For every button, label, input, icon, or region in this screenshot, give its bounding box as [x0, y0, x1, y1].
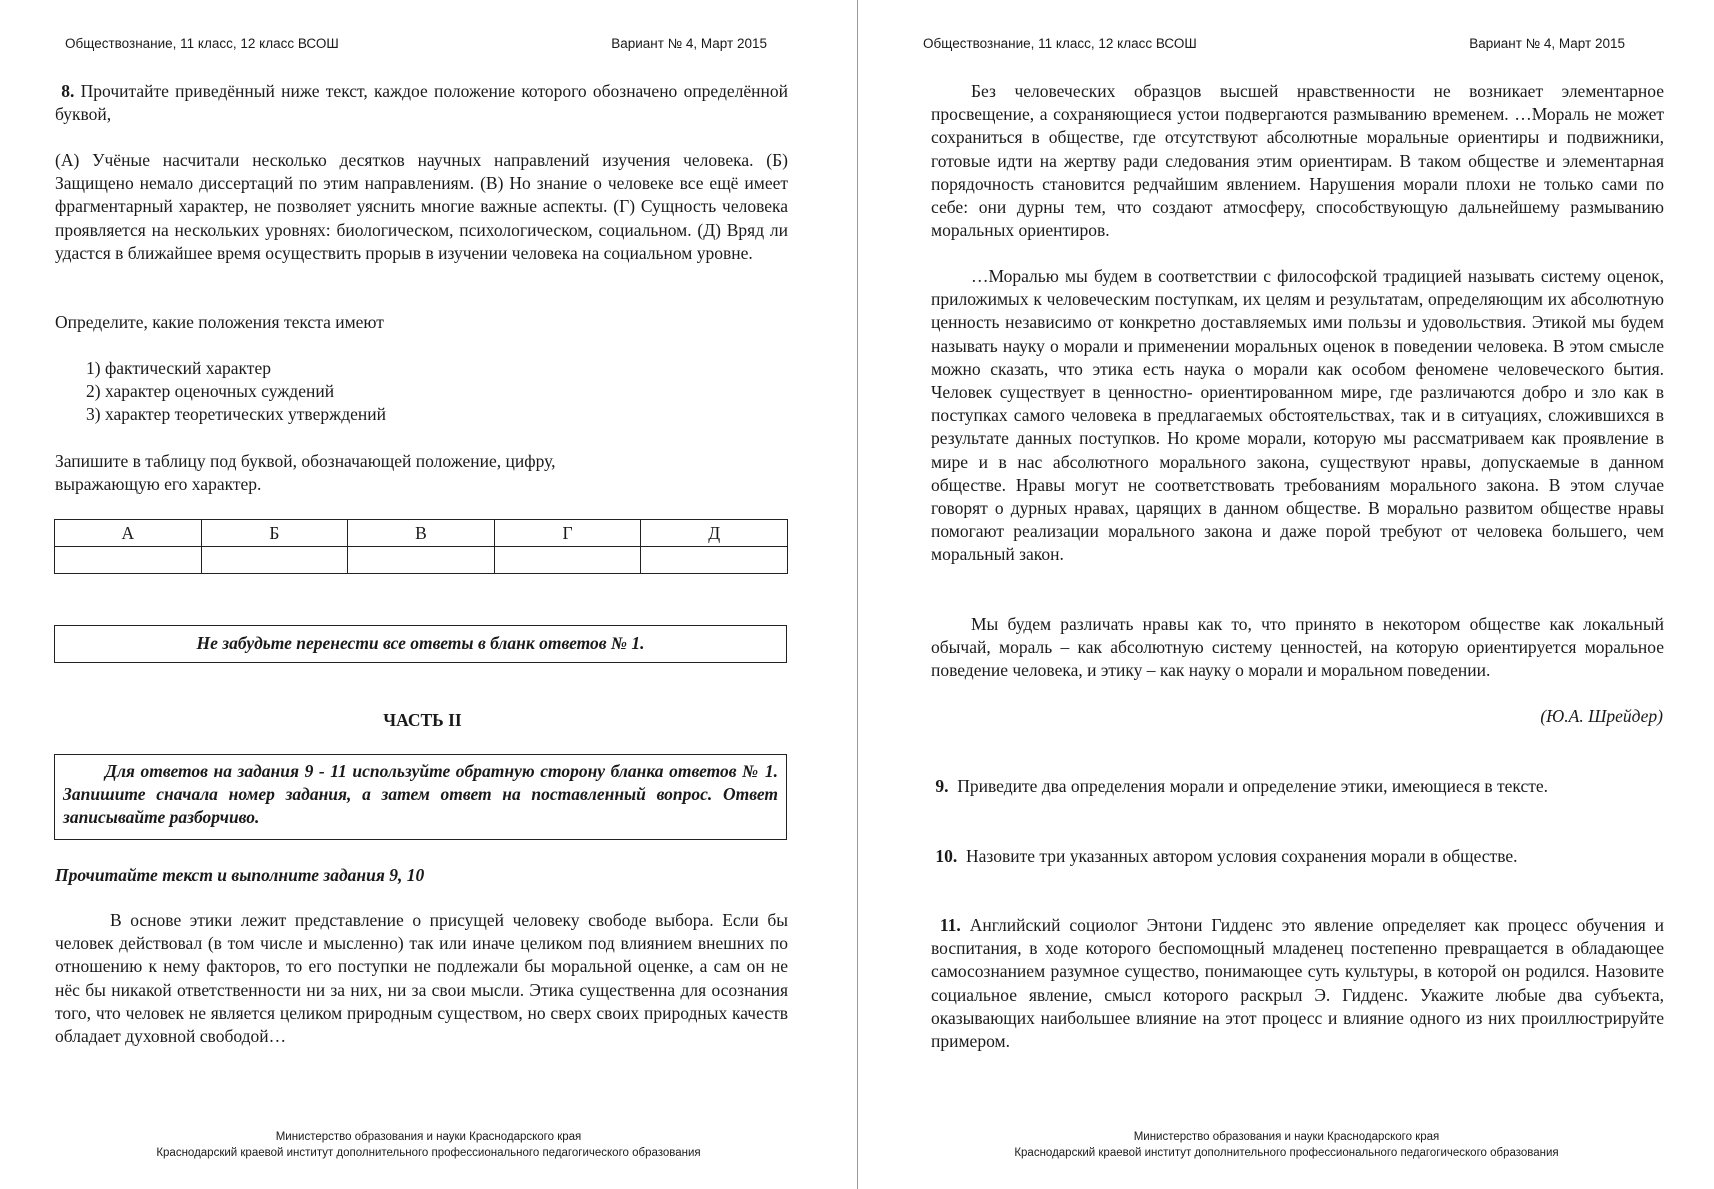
question-9: [931, 775, 1664, 798]
option-3: 3) характер теоретических утверждений: [86, 404, 386, 425]
text-paragraph-2: …Моралью мы будем в соответствии с философской традицией называть систему оценок, приложимых к человеческим поступкам, их целям и результатам, определяющим их абсолютную ценность независимо от конкретно доставляемых ими пользы и удовольствия. Этикой мы будем называть науку о морали и применении моральных оценок в поведении человека. В этом смысле можно сказать, что этика есть наука о морали как особом феномене человеческого бытия. Человек существует в ценностно- ориентированном мире, где различаются добро и зло как в поступках самого человека в предлагаемых обстоятельствах, так и в ситуациях, сложившихся в результате данных поступков. Но кроме морали, которую мы рассматриваем как проявление в мире и в нас абсолютного морального закона, существуют нравы, допускаемые в данном обществе. Нравы могут не соответствовать требованиям морального закона. В этом случае говорят о дурных нравах, царящих в данном обществе. В морально развитом обществе нравы помогают реализации морального закона и даже порой требуют от человека большего, чем моральный закон.: [931, 266, 1664, 565]
part-title: ЧАСТЬ II: [383, 710, 462, 730]
question-text: Назовите три указанных автором условия сохранения морали в обществе.: [966, 846, 1518, 866]
table-header: В: [348, 520, 495, 547]
table-header-row: [55, 520, 788, 547]
part-instructions: [54, 754, 787, 840]
question-text: Приведите два определения морали и определение этики, имеющиеся в тексте.: [957, 776, 1549, 796]
answer-cell: [641, 547, 788, 574]
header-subject: Обществознание, 11 класс, 12 класс ВСОШ: [923, 36, 1197, 51]
table-header: А: [55, 520, 202, 547]
table-header: Г: [494, 520, 641, 547]
instruction-line-2: выражающую его характер.: [55, 474, 262, 495]
footer-institute: Краснодарский краевой институт дополнительного профессионального педагогического образования: [156, 1147, 701, 1159]
question-text: Прочитайте приведённый ниже текст, каждое положение которого обозначено определённой буквой,: [55, 81, 788, 125]
q8-options: [86, 357, 386, 427]
answer-cell: [55, 547, 202, 574]
question-number: 8.: [61, 81, 75, 101]
question-number: 9.: [935, 776, 949, 796]
footer-institute: Краснодарский краевой институт дополнительного профессионального педагогического образования: [1014, 1147, 1559, 1159]
passage: В основе этики лежит представление о присущей человеку свободе выбора. Если бы человек действовал (в том числе и мысленно) так или иначе целиком под влиянием внешних по отношению к нему факторов, то его поступки не подлежали бы моральной оценке, а сам он не нёс бы никакой ответственности ни за них, ни за свои мысли. Этика существенна для осознания того, что человек не является целиком природным существом, но сверх своих природных качеств обладает духовной свободой…: [55, 910, 788, 1047]
q8-determine: Определите, какие положения текста имеют: [55, 312, 384, 332]
question-8: [55, 80, 788, 126]
read-task: Прочитайте текст и выполните задания 9, 10: [55, 865, 425, 885]
footer-ministry: Министерство образования и науки Краснодарского края: [1133, 1131, 1440, 1143]
answer-cell: [201, 547, 348, 574]
question-text: Английский социолог Энтони Гидденс это явление определяет как процесс обучения и воспитания, в ходе которого беспомощный младенец постепенно превращается в обладающее самосознанием разумное существо, понимающее суть культуры, в которой он родился. Назовите социальное явление, смысл которого раскрыл Э. Гидденс. Укажите любые два субъекта, оказывающих наибольшее влияние на этот процесс и влияние одного из них проиллюстрируйте примером.: [931, 915, 1665, 1052]
reminder-box: Не забудьте перенести все ответы в бланк ответов № 1.: [54, 625, 787, 663]
option-1: 1) фактический характер: [86, 358, 271, 378]
part-instructions-text: Для ответов на задания 9 - 11 используйте обратную сторону бланка ответов № 1. Запишите сначала номер задания, а затем ответ на поставленный вопрос. Ответ записывайте разборчиво.: [63, 761, 778, 828]
text-paragraph-3: Мы будем различать нравы как то, что принято в некотором обществе как локальный обычай, мораль – как абсолютную систему ценностей, на которую ориентируется моральное поведение человека, и этику – как науку о морали и моральном поведении.: [931, 614, 1664, 681]
question-10: [931, 845, 1664, 868]
q8-instruction: [55, 450, 788, 496]
right-page: [858, 0, 1714, 1189]
question-11: [931, 914, 1664, 1053]
header-variant: Вариант № 4, Март 2015: [1469, 36, 1625, 51]
instruction-line-1: Запишите в таблицу под буквой, обозначающей положение, цифру,: [55, 451, 556, 471]
answer-cell: [494, 547, 641, 574]
answer-cell: [348, 547, 495, 574]
footer-ministry: Министерство образования и науки Краснодарского края: [275, 1131, 582, 1143]
table-header: Б: [201, 520, 348, 547]
answer-table: [54, 519, 788, 574]
header-subject: Обществознание, 11 класс, 12 класс ВСОШ: [65, 36, 339, 51]
q8-passage: (А) Учёные насчитали несколько десятков научных направлений изучения человека. (Б) Защищено немало диссертаций по этим направлениям. (В) Но знание о человеке все ещё имеет фрагментарный характер, не позволяет уяснить многие важные аспекты. (Г) Сущность человека проявляется на нескольких уровнях: биологическом, психологическом, социальном. (Д) Вряд ли удастся в ближайшее время осуществить прорыв в изучении человека на социальном уровне.: [55, 150, 788, 263]
option-2: 2) характер оценочных суждений: [86, 381, 335, 402]
question-number: 11.: [939, 915, 961, 935]
text-paragraph-1: Без человеческих образцов высшей нравственности не возникает элементарное просвещение, а сохраняющиеся устои подвергаются размыванию временем. …Мораль не может сохраниться в обществе, где отсутствуют абсолютные моральные ориентиры и подвижники, готовые идти на жертву ради следования этим ориентирам. В таком обществе и элементарная порядочность становится редчайшим явлением. Нарушения морали плохи не только сами по себе: они дурны тем, что создают атмосферу, способствующую дальнейшему размыванию моральных ориентиров.: [931, 81, 1664, 241]
table-answer-row: [55, 547, 788, 574]
author: (Ю.А. Шрейдер): [1540, 706, 1663, 726]
table-header: Д: [641, 520, 788, 547]
header-variant: Вариант № 4, Март 2015: [611, 36, 767, 51]
question-number: 10.: [935, 846, 958, 866]
